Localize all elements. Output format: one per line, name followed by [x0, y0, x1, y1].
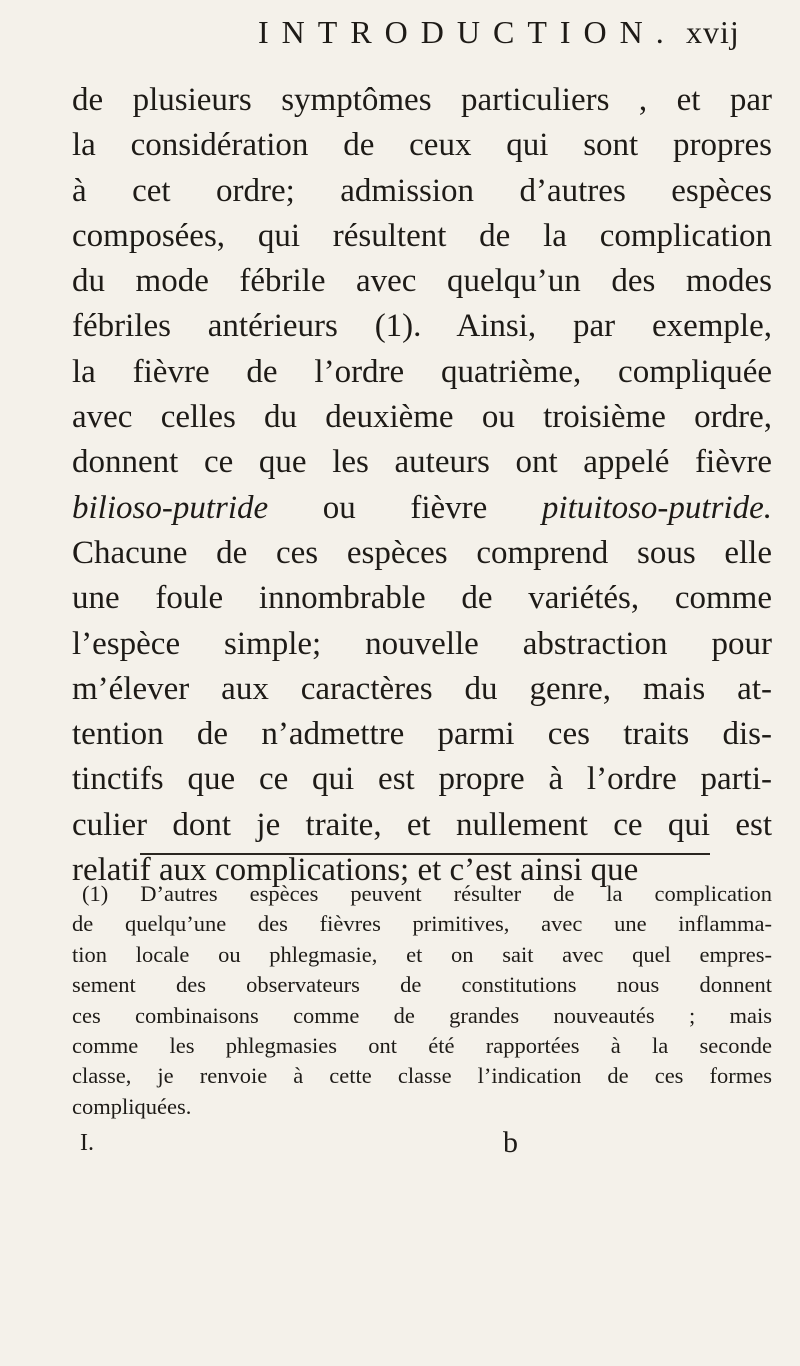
main-text: [72, 78, 772, 893]
footnote-line: tion locale ou phlegmasie, et on sait avec quel empres-: [72, 941, 772, 967]
text-line: avec celles du deuxième ou troisième ordre,: [72, 399, 772, 436]
text-line: donnent ce que les auteurs ont appelé fièvre: [72, 444, 772, 481]
running-head: INTRODUCTION.: [258, 14, 677, 50]
text-line: composées, qui résultent de la complication: [72, 217, 772, 254]
footnote-line: (1) D’autres espèces peuvent résulter de la complication: [82, 881, 772, 906]
text-line: tention de n’admettre parmi ces traits dis-: [72, 716, 772, 753]
footnote: [72, 879, 772, 1122]
italic-term: bilioso-putride: [72, 489, 269, 526]
text-line: à cet ordre; admission d’autres espèces: [72, 172, 772, 209]
text-line: de plusieurs symptômes particuliers , et par: [72, 82, 772, 118]
text-line: une foule innombrable de variétés, comme: [72, 580, 772, 617]
text-line: m’élever aux caractères du genre, mais at-: [72, 670, 772, 707]
text-line: tinctifs que ce qui est propre à l’ordre parti-: [72, 761, 772, 798]
footnote-rule: [140, 853, 710, 855]
text-line: la considération de ceux qui sont propres: [72, 127, 772, 164]
text-line: la fièvre de l’ordre quatrième, compliquée: [72, 353, 772, 390]
text-line: du mode fébrile avec quelqu’un des modes: [72, 263, 772, 300]
text-line: culier dont je traite, et nullement ce qui est: [72, 806, 772, 843]
page-number: xvij: [686, 14, 740, 50]
footnote-line: classe, je renvoie à cette classe l’indication de ces formes: [72, 1063, 772, 1089]
text-line: fébriles antérieurs (1). Ainsi, par exemple,: [72, 308, 772, 345]
volume-number: I.: [80, 1130, 94, 1156]
text-line: relatif aux complications; et c’est ainsi que: [72, 852, 639, 889]
footnote-line: de quelqu’une des fièvres primitives, avec une inflamma-: [72, 911, 772, 937]
footnote-line: comme les phlegmasies ont été rapportées à la seconde: [72, 1033, 772, 1059]
signature-mark: b: [503, 1126, 518, 1159]
text-line: l’espèce simple; nouvelle abstraction pour: [72, 625, 772, 662]
text-line: Chacune de ces espèces comprend sous elle: [72, 534, 772, 571]
footnote-line: sement des observateurs de constitutions nous donnent: [72, 972, 772, 998]
footnote-line: ces combinaisons comme de grandes nouveautés ; mais: [72, 1002, 772, 1028]
italic-term: pituitoso-putride.: [541, 489, 772, 526]
footnote-line: compliquées.: [72, 1093, 192, 1119]
text-fragment: ou fièvre: [268, 489, 542, 526]
text-line-italic-terms: [72, 486, 772, 531]
